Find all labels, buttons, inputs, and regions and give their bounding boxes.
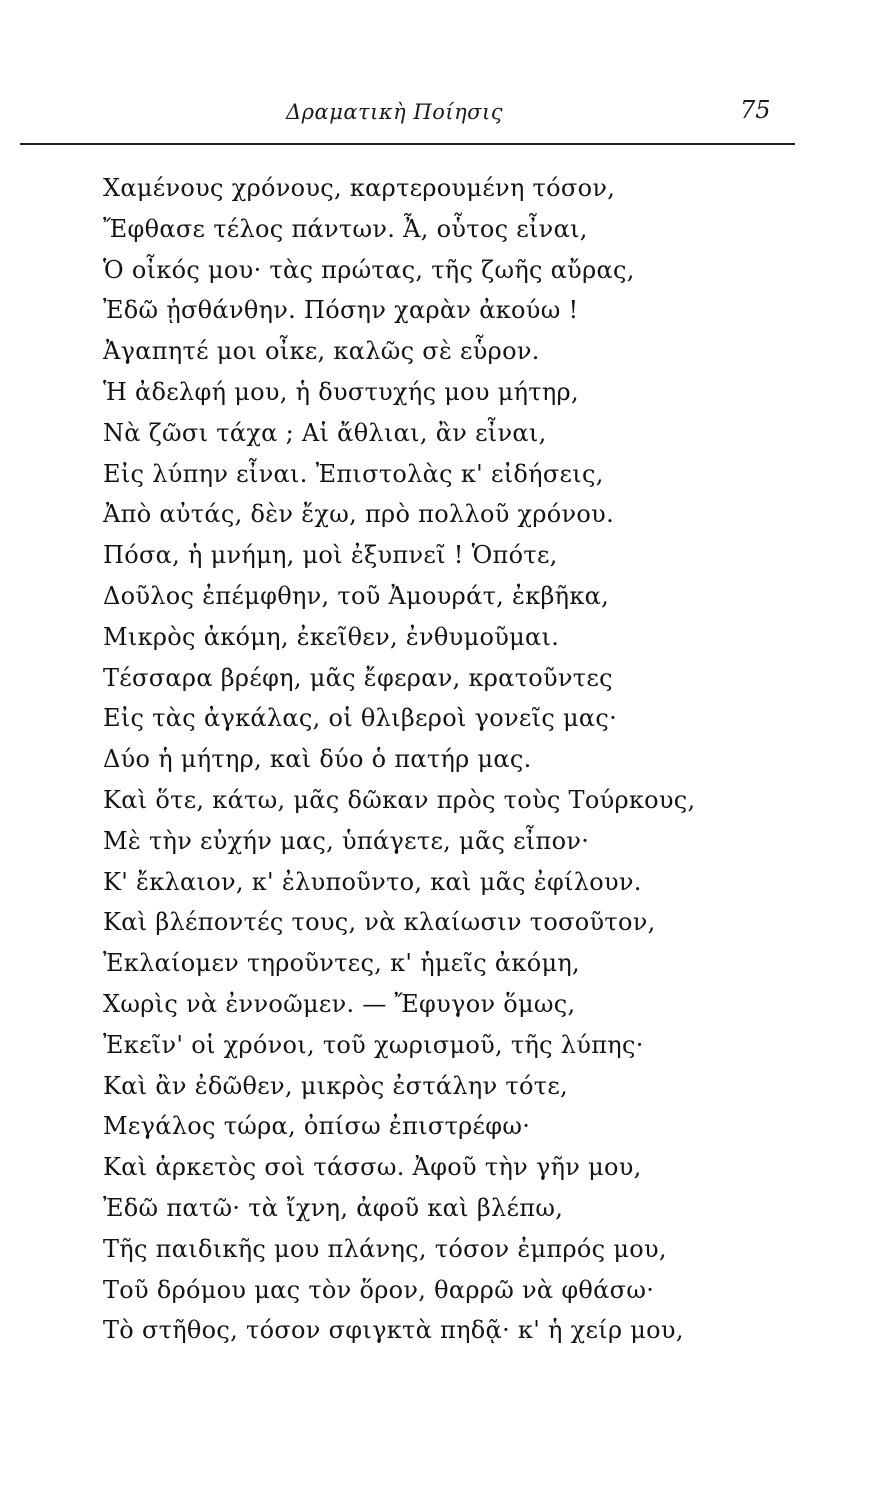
- poem-text: [103, 168, 823, 1351]
- poem-line: Μεγάλος τώρα, ὀπίσω ἐπιστρέφω·: [103, 1112, 531, 1141]
- poem-line: Ἀγαπητέ μοι οἶκε, καλῶς σὲ εὗρον.: [103, 337, 540, 366]
- poem-line: Κ' ἔκλαιον, κ' ἐλυποῦντο, καὶ μᾶς ἐφίλουν.: [103, 867, 642, 896]
- poem-line: Καὶ ὅτε, κάτω, μᾶς δῶκαν πρὸς τοὺς Τούρκους,: [103, 785, 696, 814]
- poem-line: Ἐκλαίομεν τηροῦντες, κ' ἡμεῖς ἀκόμη,: [103, 949, 580, 978]
- poem-line: Ἐδῶ ᾐσθάνθην. Πόσην χαρὰν ἀκούω !: [103, 296, 579, 325]
- poem-line: Μὲ τὴν εὐχήν μας, ὑπάγετε, μᾶς εἶπον·: [103, 826, 590, 855]
- poem-line: Εἰς τὰς ἀγκάλας, οἱ θλιβεροὶ γονεῖς μας·: [103, 704, 618, 733]
- poem-line: Ὁ οἶκός μου· τὰς πρώτας, τῆς ζωῆς αὔρας,: [103, 255, 635, 284]
- poem-line: Τοῦ δρόμου μας τὸν ὅρον, θαρρῶ νὰ φθάσω·: [103, 1275, 655, 1304]
- poem-line: Εἰς λύπην εἶναι. Ἐπιστολὰς κ' εἰδήσεις,: [103, 459, 604, 488]
- poem-line: Καὶ βλέποντές τους, νὰ κλαίωσιν τοσοῦτον,: [103, 908, 656, 937]
- header-rule: [20, 143, 795, 145]
- poem-line: Καὶ ἀρκετὸς σοὶ τάσσω. Ἀφοῦ τὴν γῆν μου,: [103, 1153, 642, 1182]
- poem-line: Δοῦλος ἐπέμφθην, τοῦ Ἀμουράτ, ἐκβῆκα,: [103, 581, 610, 610]
- poem-line: Ἐκεῖν' οἱ χρόνοι, τοῦ χωρισμοῦ, τῆς λύπης·: [103, 1030, 644, 1059]
- poem-line: Ἡ ἀδελφή μου, ἡ δυστυχής μου μήτηρ,: [103, 377, 579, 406]
- page-header: [0, 0, 883, 160]
- page-number: 75: [740, 96, 771, 124]
- poem-line: Νὰ ζῶσι τάχα ; Αἱ ἄθλιαι, ἂν εἶναι,: [103, 418, 547, 447]
- poem-line: Ἀπὸ αὐτάς, δὲν ἔχω, πρὸ πολλοῦ χρόνου.: [103, 500, 614, 529]
- poem-line: Χαμένους χρόνους, καρτερουμένη τόσον,: [103, 174, 616, 202]
- poem-line: Ἔφθασε τέλος πάντων. Ἆ, οὗτος εἶναι,: [103, 214, 588, 243]
- poem-line: Πόσα, ἡ μνήμη, μοὶ ἐξυπνεῖ ! Ὁπότε,: [103, 541, 558, 570]
- poem-line: Καὶ ἂν ἐδῶθεν, μικρὸς ἐστάλην τότε,: [103, 1071, 568, 1100]
- poem-line: Μικρὸς ἀκόμη, ἐκεῖθεν, ἐνθυμοῦμαι.: [103, 622, 560, 651]
- poem-line: Δύο ἡ μήτηρ, καὶ δύο ὁ πατήρ μας.: [103, 745, 532, 774]
- poem-line: Ἐδῶ πατῶ· τὰ ἴχνη, ἀφοῦ καὶ βλέπω,: [103, 1193, 564, 1222]
- running-title: Δραματικὴ Ποίησις: [286, 100, 504, 124]
- poem-line: Τέσσαρα βρέφη, μᾶς ἔφεραν, κρατοῦντες: [103, 663, 613, 692]
- poem-line: Τὸ στῆθος, τόσον σφιγκτὰ πηδᾷ· κ' ἡ χείρ μου,: [103, 1316, 684, 1345]
- poem-line: Χωρὶς νὰ ἐννοῶμεν. — Ἔφυγον ὅμως,: [103, 989, 576, 1018]
- poem-line: Τῆς παιδικῆς μου πλάνης, τόσον ἐμπρός μου,: [103, 1234, 667, 1263]
